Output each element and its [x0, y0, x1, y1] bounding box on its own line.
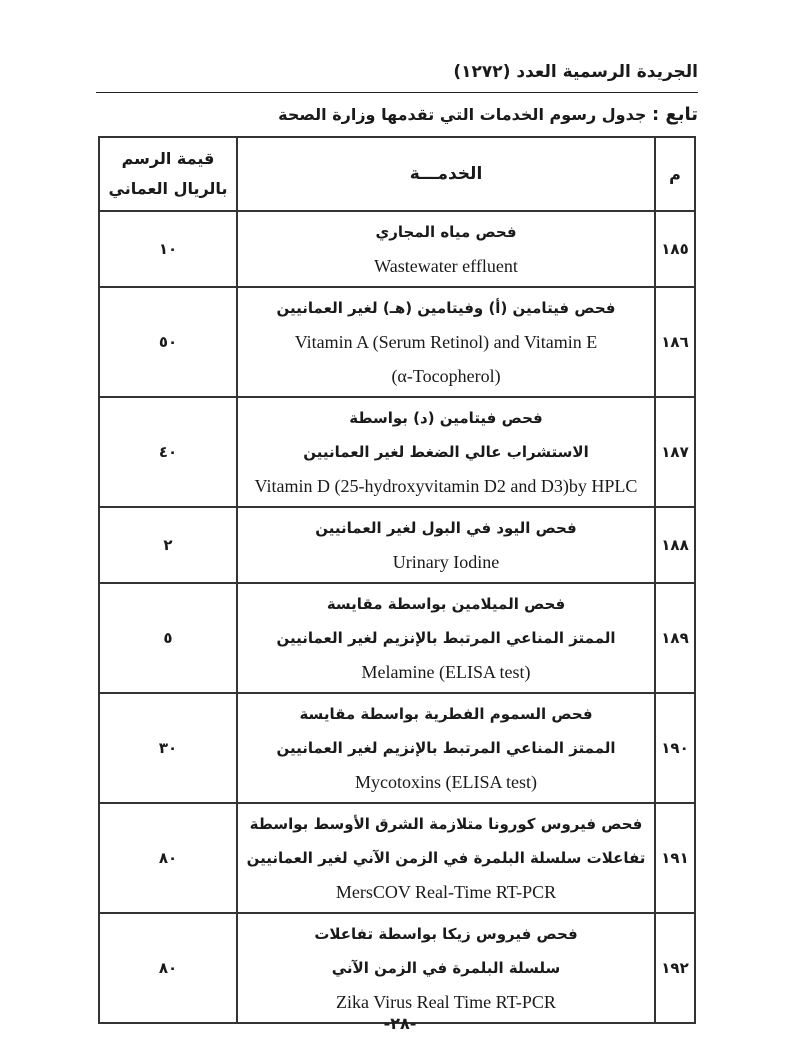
service-cell: [237, 913, 655, 1023]
service-name-english: Vitamin A (Serum Retinol) and Vitamin E: [294, 332, 598, 352]
service-name-arabic: فحص فيتامين (أ) وفيتامين (هـ) لغير العمانيين: [276, 299, 616, 317]
service-name-arabic: فحص اليود في البول لغير العمانيين: [315, 519, 577, 537]
service-name-english: Wastewater effluent: [374, 256, 518, 276]
row-number: ١٨٧: [655, 397, 695, 507]
fee-value: ٣٠: [99, 693, 237, 803]
service-cell: [237, 287, 655, 397]
header-service: الخدمـــة: [237, 137, 655, 211]
row-number: ١٨٥: [655, 211, 695, 287]
fee-value: ٢: [99, 507, 237, 583]
header-divider: [96, 92, 698, 93]
fee-value: ٨٠: [99, 913, 237, 1023]
service-cell: [237, 397, 655, 507]
service-name-english: MersCOV Real-Time RT-PCR: [335, 882, 557, 902]
row-number: ١٨٩: [655, 583, 695, 693]
table-body: [99, 211, 695, 1023]
service-name-arabic: الممتز المناعي المرتبط بالإنزيم لغير العمانيين: [276, 629, 616, 647]
service-name-english: Melamine (ELISA test): [361, 662, 531, 682]
table-caption: [278, 104, 698, 125]
fee-value: ٤٠: [99, 397, 237, 507]
header-fee-line1: قيمة الرسم: [121, 149, 215, 168]
gazette-title: الجريدة الرسمية العدد (١٢٧٢): [453, 62, 698, 82]
fee-value: ١٠: [99, 211, 237, 287]
service-cell: [237, 583, 655, 693]
service-name-english: Mycotoxins (ELISA test): [355, 772, 537, 792]
row-number: ١٨٦: [655, 287, 695, 397]
service-name-arabic: الممتز المناعي المرتبط بالإنزيم لغير العمانيين: [276, 739, 616, 757]
service-name-arabic: الاستشراب عالي الضغط لغير العمانيين: [303, 443, 589, 461]
table-row: [99, 803, 695, 913]
service-name-arabic: فحص فيتامين (د) بواسطة: [349, 409, 543, 427]
fee-value: ٥٠: [99, 287, 237, 397]
header-number: م: [655, 137, 695, 211]
row-number: ١٩٢: [655, 913, 695, 1023]
service-cell: [237, 693, 655, 803]
table-row: [99, 583, 695, 693]
header-fee-line2: بالريال العماني: [108, 179, 228, 198]
service-name-arabic: فحص فيروس زيكا بواسطة تفاعلات: [314, 925, 578, 943]
row-number: ١٩١: [655, 803, 695, 913]
table-row: [99, 211, 695, 287]
table-row: [99, 693, 695, 803]
service-name-english: Zika Virus Real Time RT-PCR: [336, 992, 556, 1012]
table-row: [99, 397, 695, 507]
service-name-arabic: سلسلة البلمرة في الزمن الآني: [331, 959, 561, 977]
service-name-arabic: فحص الميلامين بواسطة مقايسة: [326, 595, 566, 613]
header-fee: [99, 137, 237, 211]
table-row: [99, 913, 695, 1023]
caption-text: جدول رسوم الخدمات التي تقدمها وزارة الصحة: [278, 105, 647, 124]
service-cell: [237, 211, 655, 287]
page-number: -٢٨-: [383, 1014, 417, 1033]
table-header-row: [99, 137, 695, 211]
fee-value: ٥: [99, 583, 237, 693]
fees-table: [98, 136, 696, 1024]
table-row: [99, 507, 695, 583]
service-cell: [237, 803, 655, 913]
table-row: [99, 287, 695, 397]
service-name-arabic: تفاعلات سلسلة البلمرة في الزمن الآني لغير العمانيين: [246, 849, 646, 867]
service-name-english: (α-Tocopherol): [391, 366, 501, 386]
service-name-arabic: فحص فيروس كورونا متلازمة الشرق الأوسط بواسطة: [249, 815, 643, 833]
service-name-arabic: فحص السموم الفطرية بواسطة مقايسة: [299, 705, 593, 723]
service-name-english: Urinary Iodine: [392, 552, 500, 572]
service-name-arabic: فحص مياه المجاري: [375, 223, 517, 241]
caption-lead: تابع :: [651, 104, 698, 125]
gazette-header: [96, 62, 698, 90]
fee-value: ٨٠: [99, 803, 237, 913]
row-number: ١٨٨: [655, 507, 695, 583]
service-cell: [237, 507, 655, 583]
row-number: ١٩٠: [655, 693, 695, 803]
service-name-english: Vitamin D (25-hydroxyvitamin D2 and D3)by HPLC: [254, 476, 638, 496]
